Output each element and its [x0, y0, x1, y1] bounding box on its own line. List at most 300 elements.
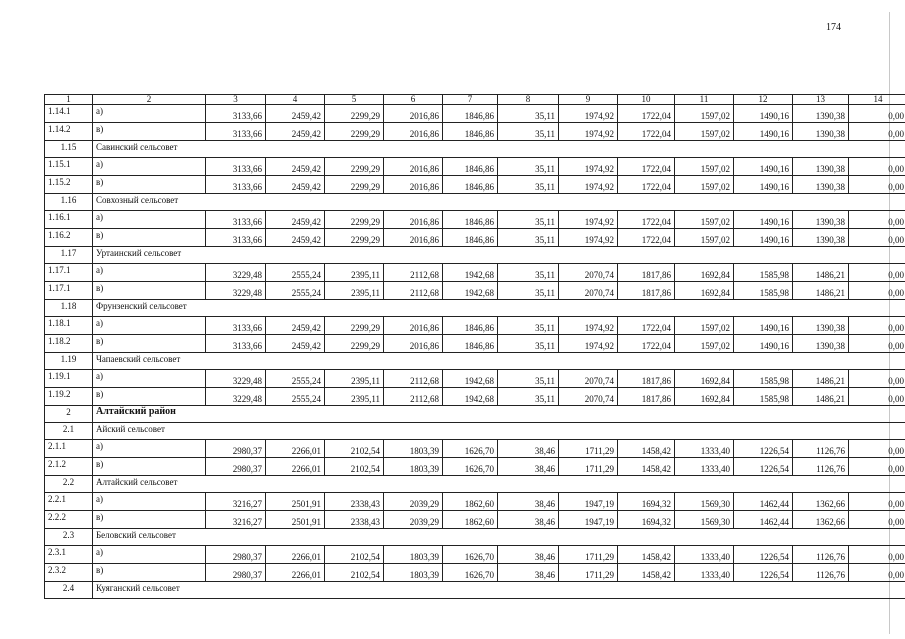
- column-number-cell: 4: [266, 95, 325, 105]
- value-cell: 1803,39: [384, 546, 443, 564]
- value-cell: 1597,02: [675, 211, 734, 229]
- value-cell: 1974,92: [559, 211, 618, 229]
- value-cell: 1126,76: [793, 546, 849, 564]
- value-cell: 3133,66: [206, 335, 266, 353]
- row-letter: а): [93, 370, 206, 388]
- value-cell: 2395,11: [325, 264, 384, 282]
- value-cell: 2016,86: [384, 105, 443, 123]
- value-cell: 1458,42: [618, 546, 675, 564]
- value-cell: 1846,86: [443, 335, 498, 353]
- table-row: [45, 158, 905, 176]
- value-cell: 1333,40: [675, 564, 734, 582]
- section-title: Куяганский сельсовет: [93, 582, 905, 599]
- row-letter: а): [93, 264, 206, 282]
- value-cell: 1126,76: [793, 458, 849, 476]
- value-cell: 35,11: [498, 264, 559, 282]
- value-cell: 2070,74: [559, 264, 618, 282]
- table-row: [45, 282, 905, 300]
- value-cell: 1126,76: [793, 564, 849, 582]
- section-code: 2.4: [45, 582, 93, 599]
- section-code: 1.18: [45, 300, 93, 317]
- section-title: Уртаинский сельсовет: [93, 247, 905, 264]
- value-cell: 1490,16: [734, 105, 793, 123]
- value-cell: 1597,02: [675, 158, 734, 176]
- value-cell: 0,00: [849, 564, 905, 582]
- value-cell: 2016,86: [384, 211, 443, 229]
- value-cell: 1692,84: [675, 264, 734, 282]
- row-code: 2.3.1: [45, 546, 93, 564]
- row-letter: а): [93, 317, 206, 335]
- value-cell: 1597,02: [675, 317, 734, 335]
- row-letter: в): [93, 176, 206, 194]
- value-cell: 3216,27: [206, 511, 266, 529]
- district-title: Алтайский район: [93, 406, 905, 423]
- row-code: 1.16.1: [45, 211, 93, 229]
- value-cell: 1942,68: [443, 370, 498, 388]
- section-header-row: [45, 353, 905, 370]
- value-cell: 35,11: [498, 211, 559, 229]
- value-cell: 1597,02: [675, 176, 734, 194]
- value-cell: 1226,54: [734, 458, 793, 476]
- value-cell: 1974,92: [559, 123, 618, 141]
- value-cell: 1817,86: [618, 388, 675, 406]
- value-cell: 2459,42: [266, 211, 325, 229]
- value-cell: 1942,68: [443, 282, 498, 300]
- value-cell: 2555,24: [266, 282, 325, 300]
- row-code: 2.2.1: [45, 493, 93, 511]
- row-code: 2.1.2: [45, 458, 93, 476]
- value-cell: 1390,38: [793, 123, 849, 141]
- table-row: [45, 458, 905, 476]
- value-cell: 38,46: [498, 511, 559, 529]
- value-cell: 0,00: [849, 282, 905, 300]
- district-header-row: [45, 406, 905, 423]
- row-letter: в): [93, 511, 206, 529]
- value-cell: 1490,16: [734, 176, 793, 194]
- value-cell: 1817,86: [618, 282, 675, 300]
- value-cell: 1486,21: [793, 282, 849, 300]
- row-letter: в): [93, 388, 206, 406]
- row-code: 1.19.2: [45, 388, 93, 406]
- row-code: 2.3.2: [45, 564, 93, 582]
- row-letter: а): [93, 105, 206, 123]
- value-cell: 3133,66: [206, 211, 266, 229]
- value-cell: 2016,86: [384, 317, 443, 335]
- column-number-cell: 12: [734, 95, 793, 105]
- value-cell: 2980,37: [206, 564, 266, 582]
- value-cell: 1226,54: [734, 546, 793, 564]
- value-cell: 0,00: [849, 211, 905, 229]
- row-letter: а): [93, 493, 206, 511]
- value-cell: 1462,44: [734, 493, 793, 511]
- value-cell: 1569,30: [675, 511, 734, 529]
- value-cell: 1942,68: [443, 388, 498, 406]
- row-letter: в): [93, 123, 206, 141]
- row-code: 1.15.2: [45, 176, 93, 194]
- value-cell: 35,11: [498, 123, 559, 141]
- row-letter: в): [93, 564, 206, 582]
- row-code: 2.2.2: [45, 511, 93, 529]
- value-cell: 2980,37: [206, 546, 266, 564]
- column-number-cell: 9: [559, 95, 618, 105]
- value-cell: 3133,66: [206, 317, 266, 335]
- section-code: 2.1: [45, 423, 93, 440]
- tariff-table: [44, 94, 905, 599]
- row-code: 1.15.1: [45, 158, 93, 176]
- value-cell: 3133,66: [206, 176, 266, 194]
- value-cell: 1846,86: [443, 211, 498, 229]
- value-cell: 2266,01: [266, 546, 325, 564]
- value-cell: 3229,48: [206, 282, 266, 300]
- value-cell: 3133,66: [206, 123, 266, 141]
- row-code: 2.1.1: [45, 440, 93, 458]
- row-letter: а): [93, 158, 206, 176]
- value-cell: 1390,38: [793, 229, 849, 247]
- section-header-row: [45, 141, 905, 158]
- value-cell: 1390,38: [793, 211, 849, 229]
- value-cell: 1490,16: [734, 317, 793, 335]
- value-cell: 2299,29: [325, 123, 384, 141]
- value-cell: 2070,74: [559, 370, 618, 388]
- table-row: [45, 176, 905, 194]
- section-header-row: [45, 300, 905, 317]
- value-cell: 38,46: [498, 564, 559, 582]
- value-cell: 2016,86: [384, 176, 443, 194]
- value-cell: 2299,29: [325, 335, 384, 353]
- value-cell: 35,11: [498, 176, 559, 194]
- value-cell: 0,00: [849, 370, 905, 388]
- value-cell: 2299,29: [325, 317, 384, 335]
- section-code: 2.3: [45, 529, 93, 546]
- section-header-row: [45, 476, 905, 493]
- section-code: 1.16: [45, 194, 93, 211]
- value-cell: 2102,54: [325, 546, 384, 564]
- value-cell: 0,00: [849, 335, 905, 353]
- value-cell: 2070,74: [559, 282, 618, 300]
- row-code: 1.17.1: [45, 282, 93, 300]
- value-cell: 1490,16: [734, 335, 793, 353]
- value-cell: 1692,84: [675, 388, 734, 406]
- row-code: 1.17.1: [45, 264, 93, 282]
- table-row: [45, 317, 905, 335]
- value-cell: 1390,38: [793, 335, 849, 353]
- value-cell: 1226,54: [734, 440, 793, 458]
- value-cell: 2039,29: [384, 493, 443, 511]
- value-cell: 1390,38: [793, 158, 849, 176]
- value-cell: 2112,68: [384, 370, 443, 388]
- value-cell: 35,11: [498, 229, 559, 247]
- column-number-cell: 10: [618, 95, 675, 105]
- value-cell: 2299,29: [325, 158, 384, 176]
- section-code: 1.15: [45, 141, 93, 158]
- value-cell: 2555,24: [266, 264, 325, 282]
- table-body: [45, 95, 905, 599]
- value-cell: 2459,42: [266, 105, 325, 123]
- table-row: [45, 388, 905, 406]
- table-row: [45, 440, 905, 458]
- value-cell: 1692,84: [675, 370, 734, 388]
- value-cell: 1597,02: [675, 229, 734, 247]
- value-cell: 1846,86: [443, 123, 498, 141]
- value-cell: 2395,11: [325, 388, 384, 406]
- value-cell: 1490,16: [734, 123, 793, 141]
- table-row: [45, 370, 905, 388]
- value-cell: 1333,40: [675, 546, 734, 564]
- value-cell: 35,11: [498, 282, 559, 300]
- column-number-cell: 6: [384, 95, 443, 105]
- value-cell: 1803,39: [384, 564, 443, 582]
- value-cell: 2266,01: [266, 564, 325, 582]
- value-cell: 1974,92: [559, 158, 618, 176]
- value-cell: 35,11: [498, 158, 559, 176]
- value-cell: 1974,92: [559, 317, 618, 335]
- value-cell: 1362,66: [793, 511, 849, 529]
- value-cell: 0,00: [849, 440, 905, 458]
- value-cell: 1458,42: [618, 564, 675, 582]
- section-header-row: [45, 247, 905, 264]
- value-cell: 2016,86: [384, 229, 443, 247]
- column-number-cell: 11: [675, 95, 734, 105]
- value-cell: 1974,92: [559, 105, 618, 123]
- value-cell: 1626,70: [443, 458, 498, 476]
- value-cell: 1846,86: [443, 229, 498, 247]
- section-code: 1.17: [45, 247, 93, 264]
- value-cell: 1490,16: [734, 211, 793, 229]
- value-cell: 1947,19: [559, 493, 618, 511]
- table-row: [45, 546, 905, 564]
- row-letter: в): [93, 335, 206, 353]
- value-cell: 2395,11: [325, 370, 384, 388]
- row-letter: в): [93, 229, 206, 247]
- row-code: 1.18.1: [45, 317, 93, 335]
- value-cell: 1126,76: [793, 440, 849, 458]
- value-cell: 2266,01: [266, 440, 325, 458]
- value-cell: 1711,29: [559, 546, 618, 564]
- value-cell: 2555,24: [266, 370, 325, 388]
- column-number-cell: 2: [93, 95, 206, 105]
- section-code: 2: [45, 406, 93, 423]
- row-code: 1.14.2: [45, 123, 93, 141]
- value-cell: 2459,42: [266, 317, 325, 335]
- value-cell: 2016,86: [384, 335, 443, 353]
- section-code: 1.19: [45, 353, 93, 370]
- value-cell: 2501,91: [266, 511, 325, 529]
- value-cell: 35,11: [498, 370, 559, 388]
- value-cell: 2102,54: [325, 564, 384, 582]
- value-cell: 3229,48: [206, 388, 266, 406]
- value-cell: 2266,01: [266, 458, 325, 476]
- value-cell: 0,00: [849, 176, 905, 194]
- table-row: [45, 335, 905, 353]
- value-cell: 3229,48: [206, 370, 266, 388]
- value-cell: 1694,32: [618, 511, 675, 529]
- column-number-row: [45, 95, 905, 105]
- value-cell: 1597,02: [675, 105, 734, 123]
- value-cell: 0,00: [849, 158, 905, 176]
- value-cell: 3216,27: [206, 493, 266, 511]
- value-cell: 0,00: [849, 458, 905, 476]
- row-code: 1.19.1: [45, 370, 93, 388]
- value-cell: 1846,86: [443, 317, 498, 335]
- table-row: [45, 264, 905, 282]
- value-cell: 2299,29: [325, 105, 384, 123]
- column-number-cell: 14: [849, 95, 905, 105]
- value-cell: 2980,37: [206, 440, 266, 458]
- value-cell: 0,00: [849, 493, 905, 511]
- section-title: Беловский сельсовет: [93, 529, 905, 546]
- value-cell: 38,46: [498, 493, 559, 511]
- value-cell: 2459,42: [266, 176, 325, 194]
- value-cell: 1462,44: [734, 511, 793, 529]
- value-cell: 1711,29: [559, 440, 618, 458]
- value-cell: 1490,16: [734, 229, 793, 247]
- column-number-cell: 5: [325, 95, 384, 105]
- value-cell: 1722,04: [618, 105, 675, 123]
- column-number-cell: 13: [793, 95, 849, 105]
- value-cell: 1626,70: [443, 546, 498, 564]
- value-cell: 2112,68: [384, 282, 443, 300]
- page-number: 174: [826, 22, 841, 33]
- row-code: 1.18.2: [45, 335, 93, 353]
- value-cell: 1846,86: [443, 176, 498, 194]
- value-cell: 2555,24: [266, 388, 325, 406]
- column-number-cell: 7: [443, 95, 498, 105]
- value-cell: 1722,04: [618, 176, 675, 194]
- row-letter: а): [93, 546, 206, 564]
- section-title: Савинский сельсовет: [93, 141, 905, 158]
- value-cell: 0,00: [849, 388, 905, 406]
- value-cell: 2299,29: [325, 211, 384, 229]
- value-cell: 1585,98: [734, 388, 793, 406]
- table-row: [45, 211, 905, 229]
- value-cell: 2980,37: [206, 458, 266, 476]
- value-cell: 1722,04: [618, 335, 675, 353]
- column-number-cell: 1: [45, 95, 93, 105]
- value-cell: 1846,86: [443, 105, 498, 123]
- value-cell: 2459,42: [266, 335, 325, 353]
- row-letter: в): [93, 282, 206, 300]
- value-cell: 1942,68: [443, 264, 498, 282]
- section-title: Чапаевский сельсовет: [93, 353, 905, 370]
- value-cell: 2338,43: [325, 511, 384, 529]
- value-cell: 0,00: [849, 317, 905, 335]
- value-cell: 1569,30: [675, 493, 734, 511]
- value-cell: 1333,40: [675, 440, 734, 458]
- value-cell: 1862,60: [443, 511, 498, 529]
- value-cell: 1846,86: [443, 158, 498, 176]
- value-cell: 1626,70: [443, 564, 498, 582]
- value-cell: 1692,84: [675, 282, 734, 300]
- value-cell: 1585,98: [734, 370, 793, 388]
- value-cell: 1711,29: [559, 458, 618, 476]
- value-cell: 2016,86: [384, 123, 443, 141]
- value-cell: 1694,32: [618, 493, 675, 511]
- table-row: [45, 564, 905, 582]
- section-title: Айский сельсовет: [93, 423, 905, 440]
- section-header-row: [45, 529, 905, 546]
- value-cell: 2039,29: [384, 511, 443, 529]
- value-cell: 2459,42: [266, 123, 325, 141]
- value-cell: 1490,16: [734, 158, 793, 176]
- value-cell: 2112,68: [384, 264, 443, 282]
- section-header-row: [45, 423, 905, 440]
- value-cell: 1803,39: [384, 440, 443, 458]
- value-cell: 35,11: [498, 105, 559, 123]
- value-cell: 2459,42: [266, 229, 325, 247]
- column-number-cell: 3: [206, 95, 266, 105]
- value-cell: 0,00: [849, 511, 905, 529]
- value-cell: 2112,68: [384, 388, 443, 406]
- value-cell: 2395,11: [325, 282, 384, 300]
- table-row: [45, 123, 905, 141]
- row-code: 1.16.2: [45, 229, 93, 247]
- value-cell: 1803,39: [384, 458, 443, 476]
- table-row: [45, 229, 905, 247]
- table-row: [45, 511, 905, 529]
- value-cell: 0,00: [849, 229, 905, 247]
- value-cell: 1458,42: [618, 440, 675, 458]
- value-cell: 1458,42: [618, 458, 675, 476]
- value-cell: 1974,92: [559, 335, 618, 353]
- value-cell: 1817,86: [618, 264, 675, 282]
- value-cell: 35,11: [498, 317, 559, 335]
- value-cell: 2070,74: [559, 388, 618, 406]
- value-cell: 1333,40: [675, 458, 734, 476]
- section-header-row: [45, 194, 905, 211]
- value-cell: 2299,29: [325, 229, 384, 247]
- value-cell: 2459,42: [266, 158, 325, 176]
- value-cell: 2338,43: [325, 493, 384, 511]
- row-letter: а): [93, 440, 206, 458]
- row-letter: а): [93, 211, 206, 229]
- value-cell: 1362,66: [793, 493, 849, 511]
- value-cell: 3229,48: [206, 264, 266, 282]
- table-row: [45, 105, 905, 123]
- value-cell: 1862,60: [443, 493, 498, 511]
- value-cell: 3133,66: [206, 229, 266, 247]
- section-title: Фрунзенский сельсовет: [93, 300, 905, 317]
- value-cell: 1947,19: [559, 511, 618, 529]
- value-cell: 0,00: [849, 105, 905, 123]
- value-cell: 35,11: [498, 335, 559, 353]
- section-title: Алтайский сельсовет: [93, 476, 905, 493]
- value-cell: 1722,04: [618, 123, 675, 141]
- section-title: Совхозный сельсовет: [93, 194, 905, 211]
- value-cell: 2102,54: [325, 458, 384, 476]
- value-cell: 1974,92: [559, 176, 618, 194]
- value-cell: 2299,29: [325, 176, 384, 194]
- value-cell: 1390,38: [793, 176, 849, 194]
- value-cell: 1390,38: [793, 317, 849, 335]
- value-cell: 1722,04: [618, 211, 675, 229]
- value-cell: 1486,21: [793, 370, 849, 388]
- value-cell: 38,46: [498, 546, 559, 564]
- column-number-cell: 8: [498, 95, 559, 105]
- value-cell: 38,46: [498, 458, 559, 476]
- value-cell: 1722,04: [618, 317, 675, 335]
- value-cell: 2102,54: [325, 440, 384, 458]
- value-cell: 1711,29: [559, 564, 618, 582]
- value-cell: 38,46: [498, 440, 559, 458]
- value-cell: 3133,66: [206, 105, 266, 123]
- value-cell: 1486,21: [793, 388, 849, 406]
- value-cell: 2501,91: [266, 493, 325, 511]
- row-code: 1.14.1: [45, 105, 93, 123]
- value-cell: 0,00: [849, 123, 905, 141]
- section-code: 2.2: [45, 476, 93, 493]
- value-cell: 1817,86: [618, 370, 675, 388]
- value-cell: 1486,21: [793, 264, 849, 282]
